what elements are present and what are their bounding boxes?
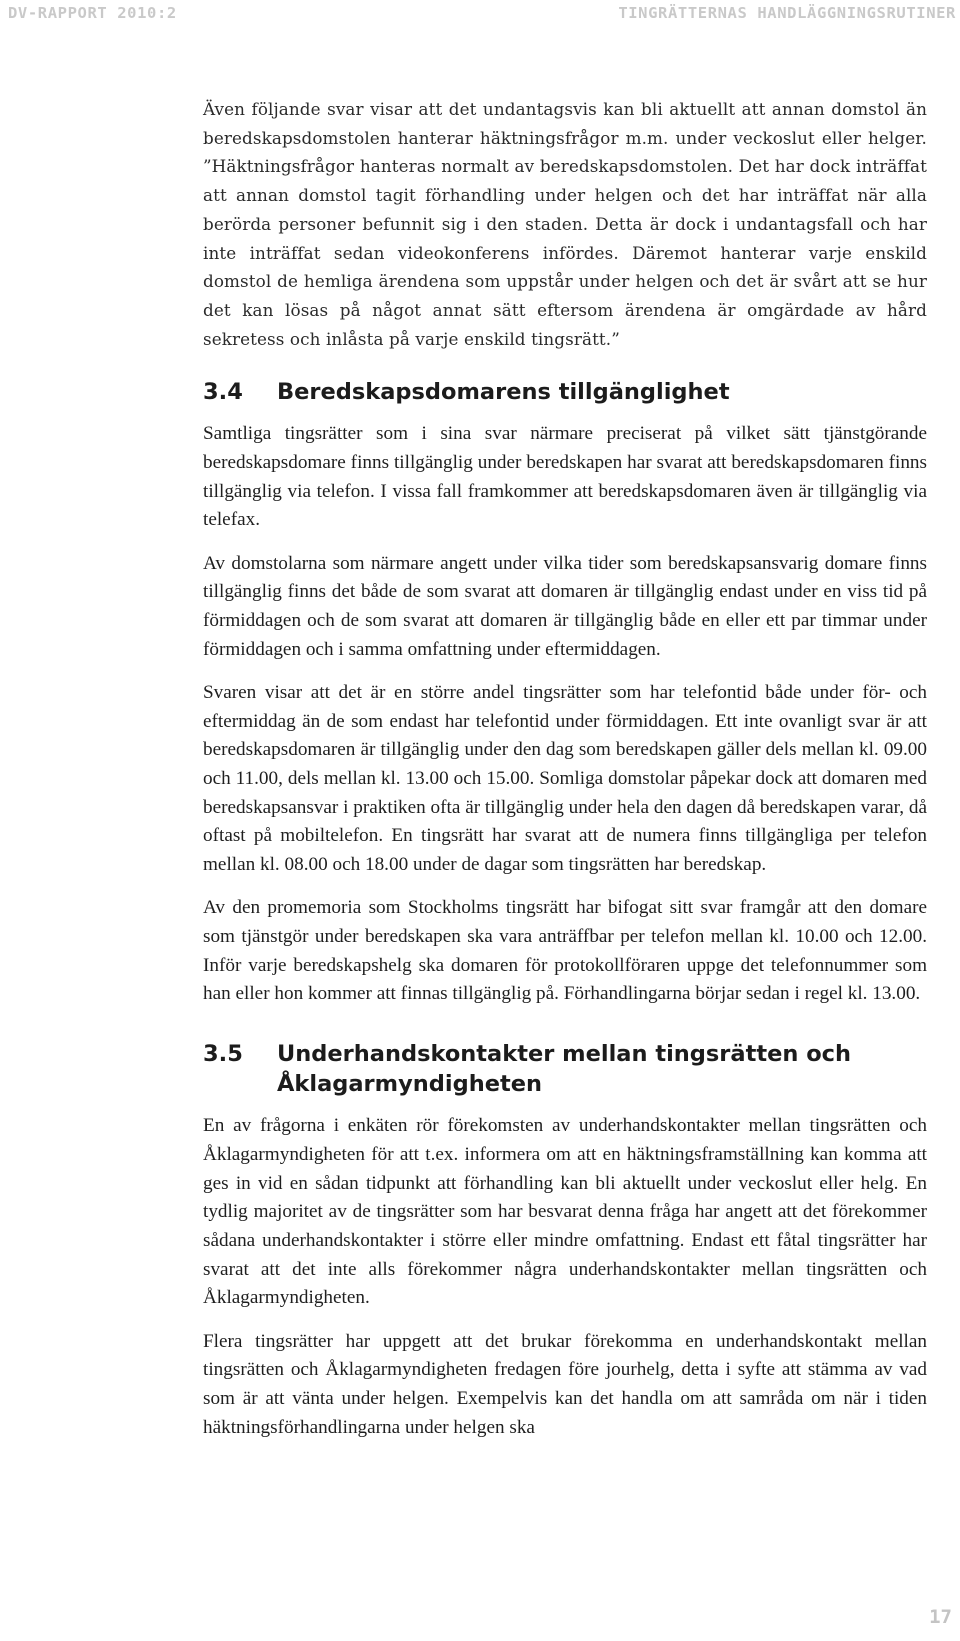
paragraph: Flera tingsrätter har uppgett att det brukar förekomma en underhandskontakt mellan tingsrätten och Åklagarmyndigheten fredagen före jourhelg, detta i syfte att stämma av vad som är att vänta under helgen. Exempelvis kan det handla om att samråda om när i tiden häktningsförhandlingarna under helgen ska: [203, 1330, 927, 1438]
page-content: [203, 95, 927, 1442]
report-id: DV-RAPPORT 2010:2: [8, 4, 177, 22]
paragraph: Av domstolarna som närmare angett under vilka tider som beredskapsansvarig domare finns tillgänglig finns det både de som svarat att domaren är tillgänglig endast under en viss tid på förmiddagen och de som svarat att domaren är tillgänglig både en eller ett par timmar under förmiddagen och i samma omfattning under eftermiddagen.: [203, 552, 927, 660]
running-header: [0, 0, 960, 30]
paragraph: Samtliga tingsrätter som i sina svar närmare preciserat på vilket sätt tjänstgörande beredskapsdomare finns tillgänglig under beredskapen har svarat att beredskapsdomaren finns tillgänglig via telefon. I vissa fall framkommer att beredskapsdomaren även är tillgänglig via telefax.: [203, 423, 927, 531]
section-heading-3-5: [203, 1039, 927, 1099]
paragraph: Av den promemoria som Stockholms tingsrätt har bifogat sitt svar framgår att den domare som tjänstgör under beredskapen ska vara anträffbar per telefon mellan kl. 10.00 och 12.00. Inför varje beredskapshelg ska domaren för protokollföraren uppge det telefonnummer som han eller hon kommer att finnas tillgänglig på. Förhandlingarna börjar sedan i regel kl. 13.00.: [203, 897, 927, 1005]
quote-paragraph: Även följande svar visar att det undantagsvis kan bli aktuellt att annan domstol än beredskapsdomstolen hanterar häktningsfrågor m.m. under veckoslut eller helger. ”Häktningsfrågor hanteras normalt av beredskapsdomstolen. Det har dock inträffat att annan domstol tagit förhandling under helgen och det har inträffat när alla berörda personer befunnit sig i den staden. Detta är dock i undantagsfall och har inte inträffat sedan videokonferens infördes. Däremot hanterar varje enskild domstol de hemliga ärendena som uppstår under helgen och det är svårt att se hur det kan lösas på något annat sätt eftersom ärendena är omgärdade av hård sekretess och inlåsta på varje enskild tingsrätt.”: [203, 99, 927, 349]
section-number: 3.5: [203, 1041, 243, 1068]
paragraph: En av frågorna i enkäten rör förekomsten av underhandskontakter mellan tingsrätten och Åklagarmyndigheten för att t.ex. informera om att en häktningsframställning kan komma att ges in vid en sådan tidpunkt att förhandling kan bli aktuellt under veckoslut eller helg. En tydlig majoritet av de tingsrätter som har besvarat denna fråga har angett att det förekommer sådana underhandskontakter i större eller mindre omfattning. Endast ett fåtal tingsrätter har svarat att det inte alls förekommer några underhandskontakter mellan tingsrätten och Åklagarmyndigheten.: [203, 1115, 927, 1309]
page-number: 17: [929, 1606, 952, 1628]
section-title-line: Underhandskontakter mellan tingsrätten och: [277, 1041, 852, 1068]
section-number: 3.4: [203, 379, 243, 406]
section-title-line: Åklagarmyndigheten: [277, 1071, 543, 1098]
section-title: Beredskapsdomarens tillgänglighet: [277, 379, 730, 406]
paragraph: Svaren visar att det är en större andel tingsrätter som har telefontid både under för- och eftermiddag än de som endast har telefontid under förmiddagen. Ett inte ovanligt svar är att beredskapsdomaren är tillgänglig under den dag som beredskapen gäller dels mellan kl. 09.00 och 11.00, dels mellan kl. 13.00 och 15.00. Somliga domstolar påpekar dock att domaren med beredskapsansvar i praktiken ofta är tillgänglig under hela den dagen då beredskapen varar, då oftast på mobiltelefon. En tingsrätt har svarat att de numera finns tillgängliga per telefon mellan kl. 08.00 och 18.00 under de dagar som tingsrätten har beredskap.: [203, 681, 927, 876]
section-heading-3-4: [203, 377, 927, 407]
report-title: TINGRÄTTERNAS HANDLÄGGNINGSRUTINER: [618, 4, 956, 22]
section-title: [277, 1039, 851, 1099]
